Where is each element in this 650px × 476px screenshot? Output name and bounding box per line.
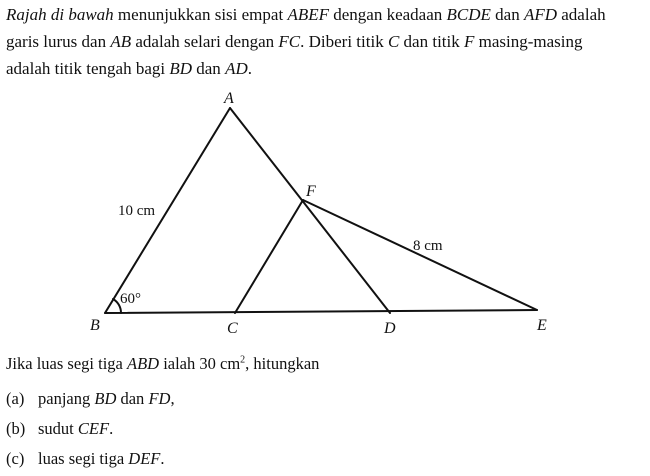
point-label-F: F <box>306 183 316 200</box>
point-label-C: C <box>227 320 238 337</box>
length-label-FE: 8 cm <box>413 238 443 254</box>
point-label-D: D <box>384 320 396 337</box>
length-label-AB: 10 cm <box>118 203 156 219</box>
point-label-B: B <box>90 317 100 334</box>
line-FC <box>235 200 303 313</box>
line-BE <box>105 310 537 313</box>
question-part-a: (a) panjang BD dan FD, <box>6 389 175 408</box>
intro-line-2: garis lurus dan AB adalah selari dengan FC. Diberi titik C dan titik F masing-masing <box>6 32 583 51</box>
intro-line-1: Rajah di bawah menunjukkan sisi empat ABEF dengan keadaan BCDE dan AFD adalah <box>6 5 606 24</box>
question-stem: Jika luas segi tiga ABD ialah 30 $cm^2$, hitungkan <box>6 354 320 373</box>
question-part-b: (b) sudut CEF. <box>6 419 114 438</box>
angle-label-B: 60° <box>120 291 141 307</box>
point-label-A: A <box>224 90 234 107</box>
intro-line-3: adalah titik tengah bagi BD dan AD. <box>6 59 252 78</box>
question-part-c: (c) luas segi tiga DEF. <box>6 449 165 468</box>
point-label-E: E <box>537 317 547 334</box>
line-FE <box>303 200 537 310</box>
